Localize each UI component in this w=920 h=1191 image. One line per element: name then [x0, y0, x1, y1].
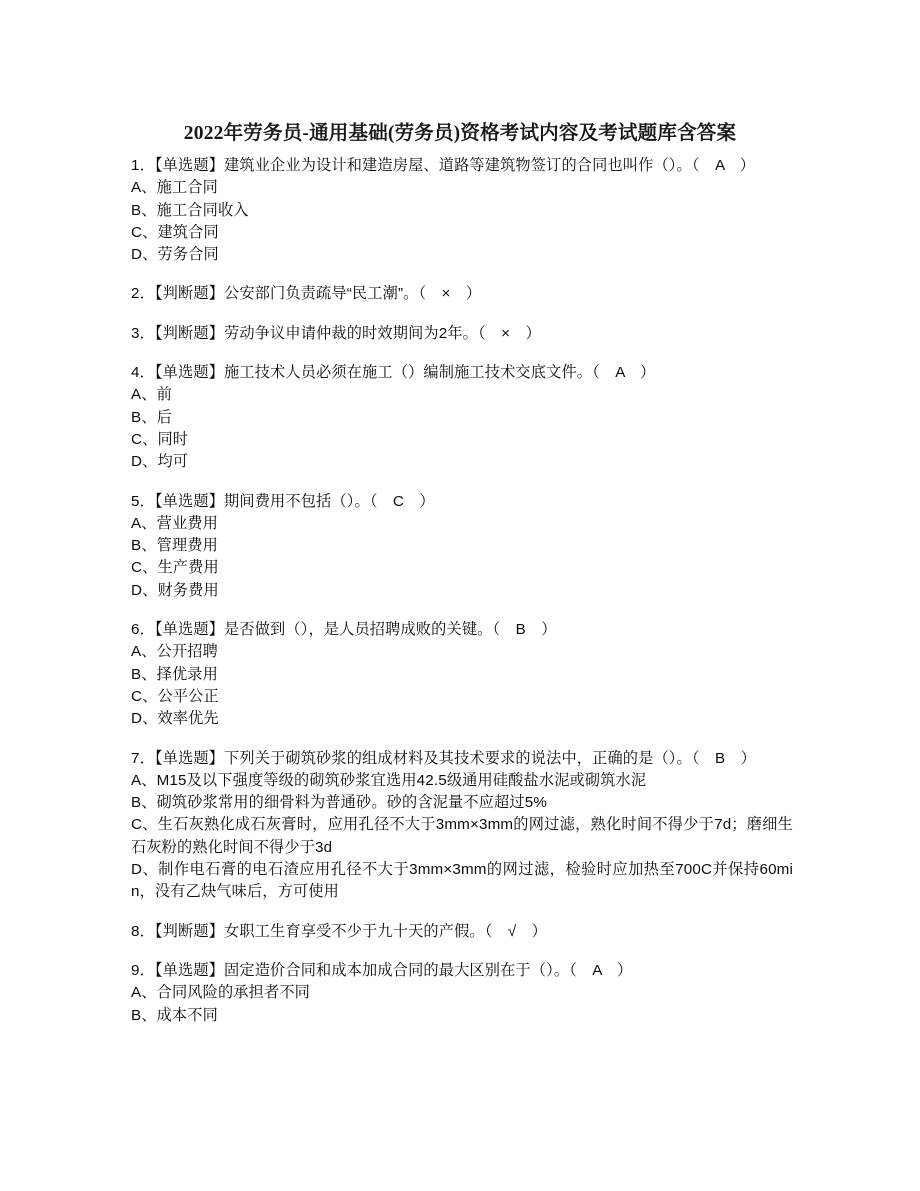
- question-stem: 8．【判断题】女职工生育享受不少于九十天的产假。（ √ ）: [131, 922, 547, 940]
- question-stem: 7．【单选题】下列关于砌筑砂浆的组成材料及其技术要求的说法中，正确的是（）。（ B ）: [131, 749, 756, 767]
- question-option[interactable]: C、建筑合同: [131, 223, 219, 241]
- question-option[interactable]: D、劳务合同: [131, 246, 219, 264]
- question-option[interactable]: C、同时: [131, 430, 189, 448]
- question-item: [131, 921, 793, 943]
- question-option[interactable]: A、M15及以下强度等级的砌筑砂浆宜选用42.5级通用硅酸盐水泥或砌筑水泥: [131, 771, 647, 789]
- question-item: [131, 323, 793, 345]
- question-stem: 5．【单选题】期间费用不包括（）。（ C ）: [131, 492, 435, 510]
- question-item: [131, 491, 793, 602]
- question-option[interactable]: B、管理费用: [131, 537, 218, 555]
- question-stem: 2．【判断题】公安部门负责疏导“民工潮”。（ × ）: [131, 285, 482, 303]
- question-option[interactable]: B、成本不同: [131, 1006, 218, 1024]
- question-stem: 6．【单选题】是否做到（），是人员招聘成败的关键。（ B ）: [131, 621, 557, 639]
- question-item: [131, 362, 793, 473]
- page-title: 2022年劳务员-通用基础(劳务员)资格考试内容及考试题库含答案: [183, 123, 737, 145]
- question-item: [131, 283, 793, 305]
- question-option[interactable]: A、合同风险的承担者不同: [131, 984, 310, 1002]
- question-stem: 4．【单选题】施工技术人员必须在施工（）编制施工技术交底文件。（ A ）: [131, 364, 656, 382]
- question-item: [131, 155, 793, 266]
- question-list: [131, 155, 793, 1027]
- question-option[interactable]: C、公平公正: [131, 687, 219, 705]
- question-option[interactable]: C、生产费用: [131, 559, 219, 577]
- question-stem: 9．【单选题】固定造价合同和成本加成合同的最大区别在于（）。（ A ）: [131, 961, 633, 979]
- question-option[interactable]: D、均可: [131, 453, 189, 471]
- question-item: [131, 619, 793, 730]
- question-stem: 1．【单选题】建筑业企业为设计和建造房屋、道路等建筑物签订的合同也叫作（）。（ A ）: [131, 157, 756, 174]
- question-option[interactable]: A、营业费用: [131, 514, 218, 532]
- question-option[interactable]: B、砌筑砂浆常用的细骨料为普通砂。砂的含泥量不应超过5%: [131, 794, 547, 812]
- question-option[interactable]: C、生石灰熟化成石灰膏时，应用孔径不大于3mm×3mm的网过滤，熟化时间不得少于7d；磨细生石灰粉的熟化时间不得少于3d: [131, 816, 793, 856]
- question-option[interactable]: D、制作电石膏的电石渣应用孔径不大于3mm×3mm的网过滤，检验时应加热至700C并保持60min，没有乙炔气味后，方可使用: [131, 861, 793, 901]
- question-option[interactable]: A、施工合同: [131, 179, 218, 197]
- question-option[interactable]: A、前: [131, 386, 172, 404]
- question-stem: 3．【判断题】劳动争议申请仲裁的时效期间为2年。（ × ）: [131, 324, 541, 342]
- question-item: [131, 960, 793, 1027]
- question-option[interactable]: B、后: [131, 408, 172, 426]
- question-option[interactable]: B、择优录用: [131, 665, 218, 683]
- question-option[interactable]: A、公开招聘: [131, 643, 218, 661]
- question-option[interactable]: B、施工合同收入: [131, 201, 249, 219]
- question-item: [131, 748, 793, 904]
- question-option[interactable]: D、效率优先: [131, 710, 219, 728]
- question-option[interactable]: D、财务费用: [131, 581, 219, 599]
